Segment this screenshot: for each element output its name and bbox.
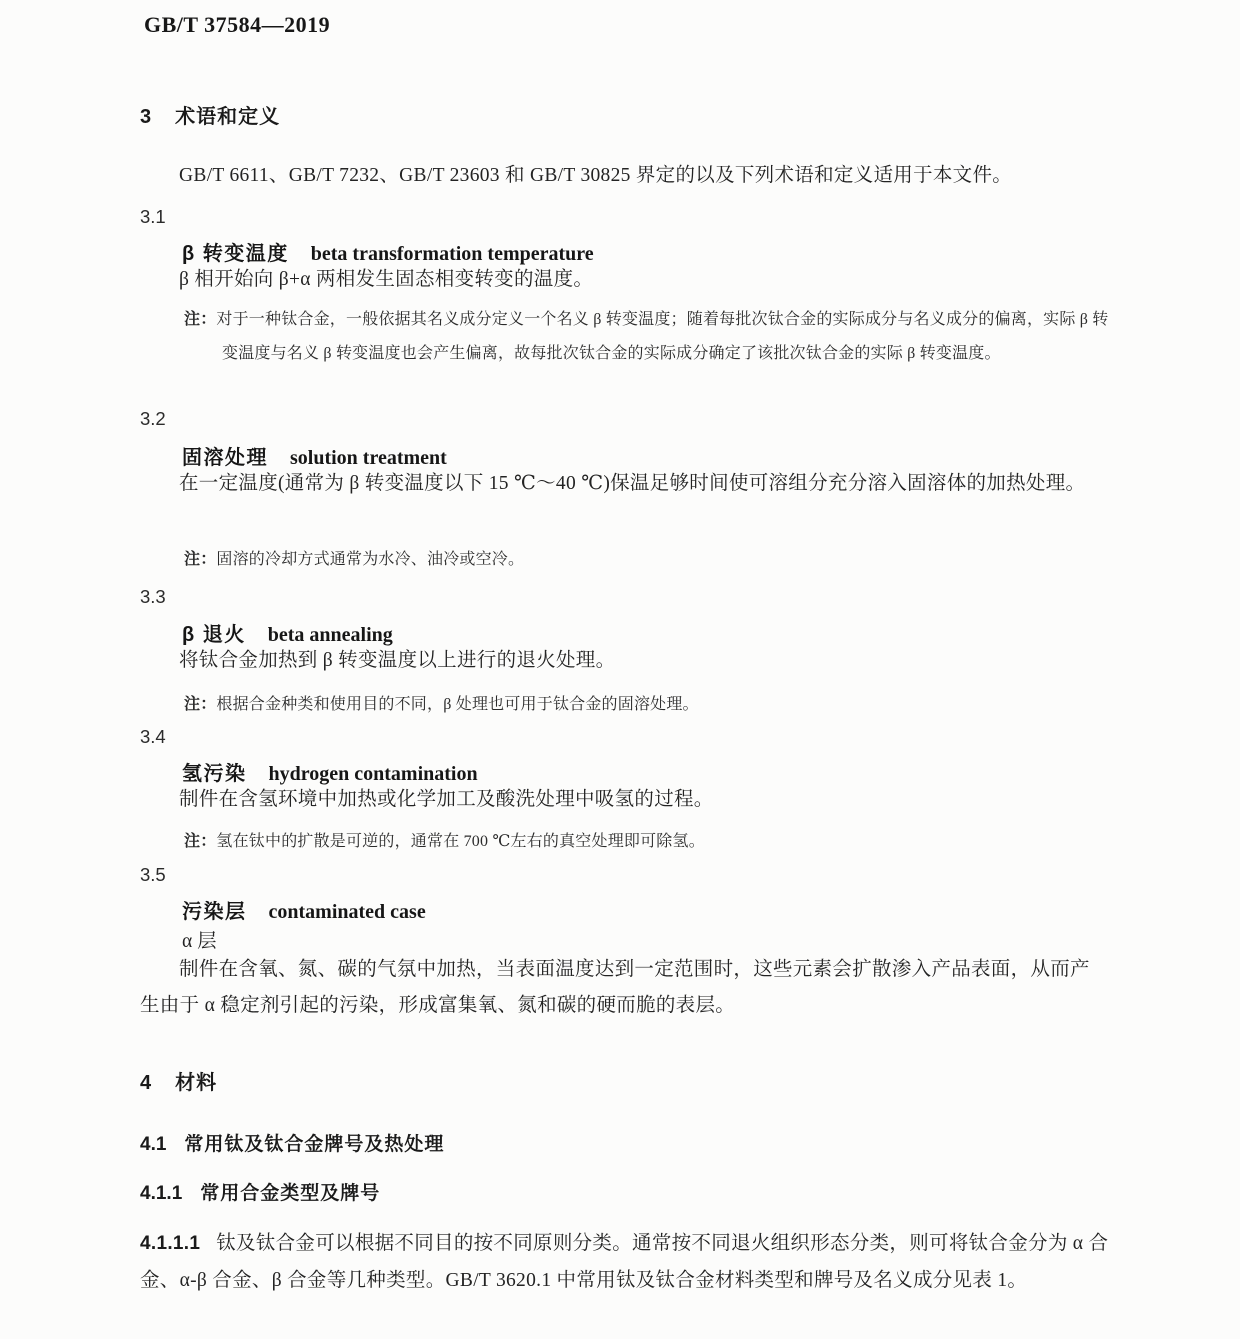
note-label: 注： <box>184 833 217 850</box>
clause-4-1-title: 常用钛及钛合金牌号及热处理 <box>184 1134 445 1155</box>
term-3-3-note <box>184 688 1112 722</box>
clause-4-1-1-number: 4.1.1 <box>140 1183 183 1204</box>
clause-3-number: 3 <box>140 106 152 128</box>
clause-4-1-1-1-text: 钛及钛合金可以根据不同目的按不同原则分类。通常按不同退火组织形态分类，则可将钛合金分为 α 合金、α-β 合金、β 合金等几种类型。GB/T 3620.1 中常用钛及钛合金材料类型和牌号及名义成分见表 1。 <box>140 1233 1109 1291</box>
clause-4-number: 4 <box>140 1072 152 1094</box>
term-3-1-note <box>184 303 1112 371</box>
clause-4-1-1-1-paragraph <box>140 1225 1110 1299</box>
term-3-3-title-en: beta annealing <box>267 624 393 646</box>
clause-4-heading <box>140 1066 217 1095</box>
clause-3-intro-paragraph: GB/T 6611、GB/T 7232、GB/T 23603 和 GB/T 30825 界定的以及下列术语和定义适用于本文件。 <box>179 165 1013 186</box>
term-3-5-alias: α 层 <box>182 931 217 952</box>
term-3-2-note <box>184 543 1112 577</box>
term-3-5-definition: 制件在含氧、氮、碳的气氛中加热，当表面温度达到一定范围时，这些元素会扩散渗入产品表面，从而产生由于 α 稳定剂引起的污染，形成富集氧、氮和碳的硬而脆的表层。 <box>140 959 1090 1016</box>
clause-4-1-number: 4.1 <box>140 1134 167 1155</box>
note-label: 注： <box>184 696 217 713</box>
term-3-5-number: 3.5 <box>140 864 166 885</box>
term-3-1-definition: β 相开始向 β+α 两相发生固态相变转变的温度。 <box>179 269 594 290</box>
note-label: 注： <box>184 551 217 568</box>
term-3-5-title <box>182 895 426 924</box>
clause-3-title: 术语和定义 <box>175 106 281 128</box>
term-3-2-definition: 在一定温度(通常为 β 转变温度以下 15 ℃～40 ℃)保温足够时间使可溶组分充分溶入固溶体的加热处理。 <box>179 473 1086 494</box>
term-3-4-definition: 制件在含氢环境中加热或化学加工及酸洗处理中吸氢的过程。 <box>179 789 714 810</box>
term-3-3-number: 3.3 <box>140 586 166 607</box>
term-3-2-title-en: solution treatment <box>290 447 447 469</box>
term-3-5-title-zh: 污染层 <box>182 901 247 923</box>
term-3-1-title-zh: β 转变温度 <box>182 243 289 265</box>
note-text: 根据合金种类和使用目的不同，β 处理也可用于钛合金的固溶处理。 <box>216 696 699 713</box>
clause-4-1-1-heading <box>140 1178 380 1205</box>
term-3-1-title-en: beta transformation temperature <box>310 243 594 265</box>
term-3-5-title-en: contaminated case <box>268 901 426 923</box>
note-text: 氢在钛中的扩散是可逆的，通常在 700 ℃左右的真空处理即可除氢。 <box>216 833 705 850</box>
term-3-4-note <box>184 825 1112 859</box>
clause-4-title: 材料 <box>175 1072 218 1094</box>
note-text: 固溶的冷却方式通常为水冷、油冷或空冷。 <box>216 551 525 568</box>
note-label: 注： <box>184 311 217 328</box>
term-3-1-number: 3.1 <box>140 206 166 227</box>
clause-3-heading <box>140 100 280 129</box>
term-3-4-title-en: hydrogen contamination <box>268 763 478 785</box>
term-3-3-title-zh: β 退火 <box>182 624 246 646</box>
term-3-2-title-zh: 固溶处理 <box>182 447 268 469</box>
term-3-3-definition: 将钛合金加热到 β 转变温度以上进行的退火处理。 <box>179 650 616 671</box>
note-text: 对于一种钛合金，一般依据其名义成分定义一个名义 β 转变温度；随着每批次钛合金的实际成分与名义成分的偏离，实际 β 转变温度与名义 β 转变温度也会产生偏离，故每批次钛合金的实际成分确定了该批次钛合金的实际 β 转变温度。 <box>216 311 1109 362</box>
term-3-4-title-zh: 氢污染 <box>182 763 247 785</box>
clause-4-1-heading <box>140 1129 444 1156</box>
clause-4-1-1-1-number: 4.1.1.1 <box>140 1233 201 1254</box>
clause-4-1-1-title: 常用合金类型及牌号 <box>200 1183 381 1204</box>
term-3-2-number: 3.2 <box>140 408 166 429</box>
standard-code-header: GB/T 37584—2019 <box>144 12 331 37</box>
term-3-4-number: 3.4 <box>140 726 166 747</box>
